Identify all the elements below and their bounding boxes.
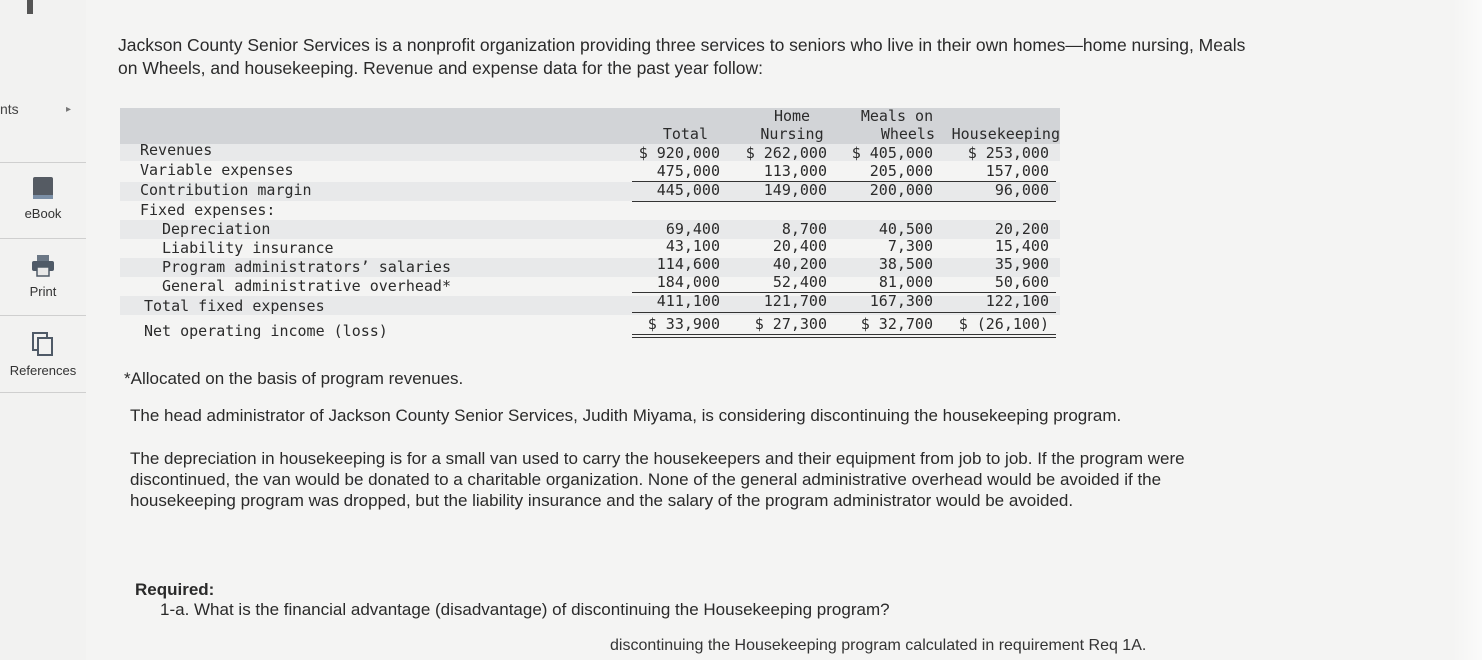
printer-icon: [31, 254, 55, 278]
chevron-icon[interactable]: ▸: [66, 104, 72, 115]
cell-home: $ 262,000: [745, 144, 827, 162]
row-label-depreciation: Depreciation: [162, 220, 271, 238]
cell-total: 411,100: [656, 292, 720, 310]
cell-house: 96,000: [994, 181, 1049, 199]
cell-meals: 7,300: [887, 237, 933, 255]
question-cutoff-line: discontinuing the Housekeeping program calculated in requirement Req 1A.: [610, 637, 1147, 654]
cell-home: 121,700: [763, 292, 827, 310]
required-heading: Required:: [135, 580, 215, 599]
row-label-net-operating-income: Net operating income (loss): [144, 322, 388, 340]
header-home-nursing-1: Home: [773, 107, 811, 125]
sidebar-divider: [0, 392, 86, 393]
cell-house: 35,900: [994, 255, 1049, 273]
sidebar-item-print[interactable]: [0, 254, 86, 299]
header-meals-1: Meals on: [860, 107, 934, 125]
subtotal-rule: [632, 201, 1056, 202]
paragraph-depreciation: The depreciation in housekeeping is for a small van used to carry the housekeepers and their equipment from job to job. If the program were discontinued, the van would be donated to a charitable organization. None of the general administrative overhead would be avoided if the housekeeping program was dropped, but the liability insurance and the salary of the program administrator would be avoided.: [130, 449, 1185, 510]
cell-house: $ 253,000: [967, 144, 1049, 162]
sidebar: [0, 0, 86, 660]
financial-table: [120, 108, 1060, 340]
sidebar-item-references[interactable]: [0, 331, 86, 378]
cell-meals: 167,300: [869, 292, 933, 310]
cell-total: $ 920,000: [638, 144, 720, 162]
edge-shadow: [1452, 0, 1482, 660]
footnote: *Allocated on the basis of program revenues.: [124, 369, 464, 388]
cell-total: 69,400: [665, 220, 720, 238]
cell-meals: $ 32,700: [860, 315, 933, 333]
cell-home: 113,000: [763, 162, 827, 180]
total-double-rule: [632, 334, 1056, 335]
total-double-rule: [632, 337, 1056, 338]
header-total: Total: [662, 125, 708, 143]
question-1a: 1-a. What is the financial advantage (disadvantage) of discontinuing the Housekeeping program?: [160, 600, 890, 619]
cell-meals: 200,000: [869, 181, 933, 199]
header-housekeeping: Housekeeping: [951, 125, 1060, 143]
header-home-nursing-2: Nursing: [760, 125, 824, 143]
sidebar-item-label: Print: [29, 284, 57, 299]
sidebar-item-label: eBook: [24, 206, 62, 221]
scroll-indicator: [27, 0, 33, 14]
sidebar-partial-label: nts: [0, 101, 19, 117]
sidebar-divider: [0, 162, 86, 163]
row-label-contribution: Contribution margin: [140, 181, 312, 199]
cell-total: $ 33,900: [647, 315, 720, 333]
cell-home: 52,400: [772, 273, 827, 291]
row-label-overhead: General administrative overhead*: [162, 277, 451, 295]
cell-house: $ (26,100): [958, 315, 1049, 333]
cell-meals: 81,000: [878, 273, 933, 291]
row-label-variable: Variable expenses: [140, 161, 294, 179]
cell-house: 20,200: [994, 220, 1049, 238]
cell-home: 149,000: [763, 181, 827, 199]
sidebar-divider: [0, 238, 86, 239]
cell-home: 8,700: [781, 220, 827, 238]
copy-icon: [31, 331, 55, 357]
cell-house: 50,600: [994, 273, 1049, 291]
cell-meals: 205,000: [869, 162, 933, 180]
sidebar-item-label: References: [9, 363, 77, 378]
intro-paragraph: Jackson County Senior Services is a nonprofit organization providing three services to seniors who live in their own homes—home nursing, Meals on Wheels, and housekeeping. Revenue and expense data for the past year follow:: [118, 35, 1246, 78]
cell-total: 114,600: [656, 255, 720, 273]
cell-home: 20,400: [772, 237, 827, 255]
cell-house: 15,400: [994, 237, 1049, 255]
book-icon: [32, 176, 54, 200]
cell-meals: $ 405,000: [851, 144, 933, 162]
cell-total: 184,000: [656, 273, 720, 291]
cell-home: 40,200: [772, 255, 827, 273]
cell-home: $ 27,300: [754, 315, 827, 333]
sidebar-item-ebook[interactable]: [0, 176, 86, 221]
cell-total: 445,000: [656, 181, 720, 199]
cell-meals: 40,500: [878, 220, 933, 238]
cell-house: 157,000: [985, 162, 1049, 180]
row-label-liability: Liability insurance: [162, 239, 334, 257]
cell-total: 475,000: [656, 162, 720, 180]
paragraph-administrator: The head administrator of Jackson County Senior Services, Judith Miyama, is considering discontinuing the housekeeping program.: [130, 406, 1122, 425]
row-label-total-fixed: Total fixed expenses: [144, 297, 325, 315]
row-label-revenues: Revenues: [140, 141, 213, 159]
subtotal-rule: [632, 312, 1056, 313]
row-label-salaries: Program administrators’ salaries: [162, 258, 451, 276]
cell-house: 122,100: [985, 292, 1049, 310]
sidebar-divider: [0, 315, 86, 316]
cell-meals: 38,500: [878, 255, 933, 273]
cell-total: 43,100: [665, 237, 720, 255]
header-meals-2: Wheels: [880, 125, 935, 143]
row-label-fixed-expenses: Fixed expenses:: [140, 201, 276, 219]
